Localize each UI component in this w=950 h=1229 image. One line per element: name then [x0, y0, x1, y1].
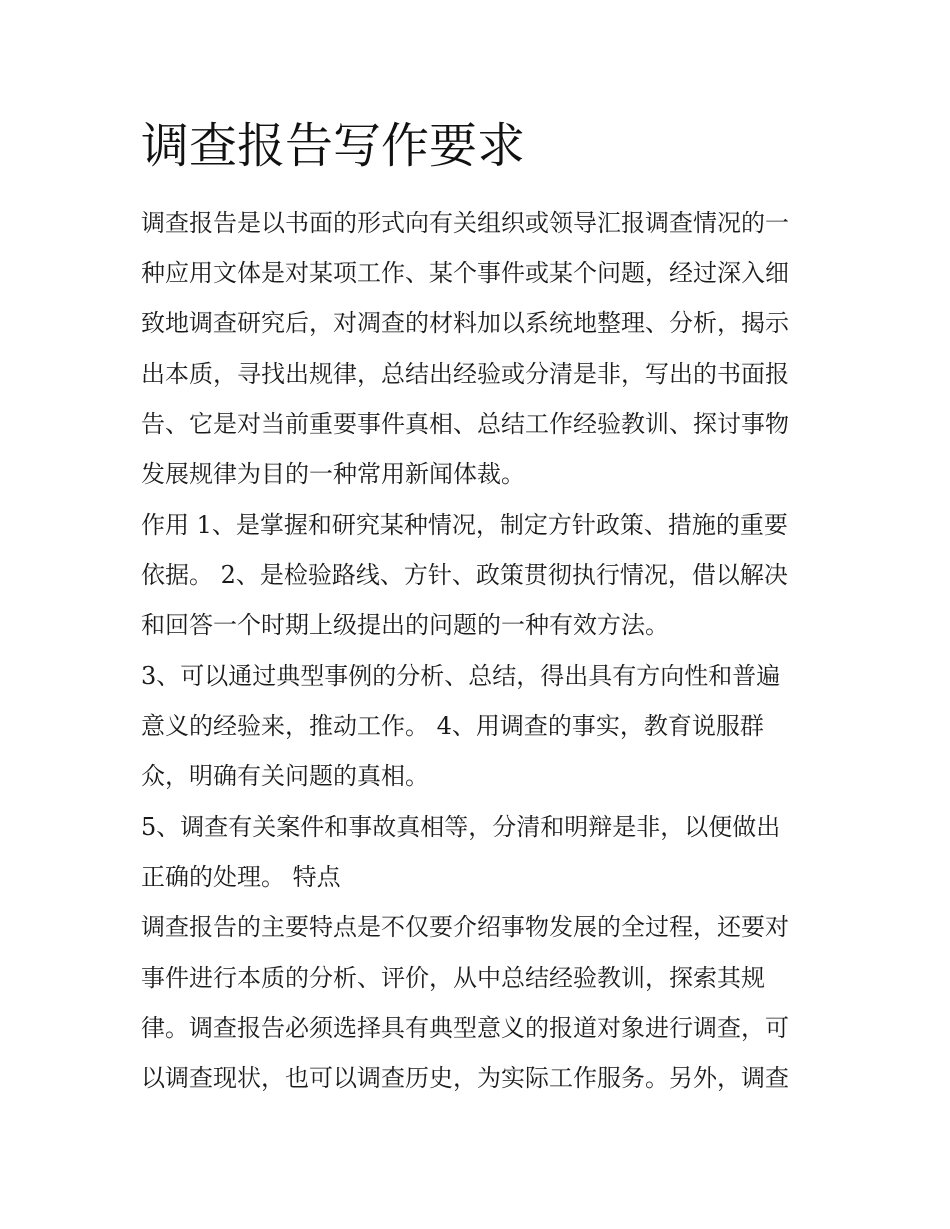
body-line: 3、可以通过典型事例的分析、总结，得出具有方向性和普遍	[141, 662, 781, 690]
body-line: 意义的经验来，推动工作。 4、用调查的事实，教育说服群	[141, 712, 764, 740]
document-title: 调查报告写作要求	[141, 118, 526, 174]
body-line: 出本质，寻找出规律，总结出经验或分清是非，写出的书面报	[141, 360, 789, 388]
body-line: 调查报告的主要特点是不仅要介绍事物发展的全过程，还要对	[141, 913, 789, 941]
body-line: 致地调查研究后，对凋查的材料加以系统地整理、分析，揭示	[141, 309, 789, 337]
body-line: 依据。 2、是检验路线、方针、政策贯彻执行情况，借以解决	[141, 561, 788, 589]
body-line: 发展规律为目的一种常用新闻体裁。	[141, 460, 525, 488]
body-line: 众，明确有关问题的真相。	[141, 762, 429, 790]
body-line: 5、调查有关案件和事故真相等，分清和明辩是非，以便做出	[141, 813, 781, 841]
body-line: 律。调查报告必须选择具有典型意义的报道对象进行调查，可	[141, 1014, 789, 1042]
body-line: 告、它是对当前重要事件真相、总结工作经验教训、探讨事物	[141, 410, 789, 438]
body-line: 正确的处理。 特点	[141, 863, 341, 891]
body-line: 调查报告是以书面的形式向有关组织或领导汇报调查情况的一	[141, 209, 789, 237]
body-line: 作用 1、是掌握和研究某种情况，制定方针政策、措施的重要	[141, 511, 788, 539]
body-line: 和回答一个时期上级提出的问题的一种有效方法。	[141, 611, 669, 639]
body-line: 以调查现状，也可以调查历史，为实际工作服务。另外，调查	[141, 1064, 789, 1092]
body-line: 种应用文体是对某项工作、某个事件或某个问题，经过深入细	[141, 259, 789, 287]
body-line: 事件进行本质的分析、评价，从中总结经验教训，探索其规	[141, 964, 765, 992]
